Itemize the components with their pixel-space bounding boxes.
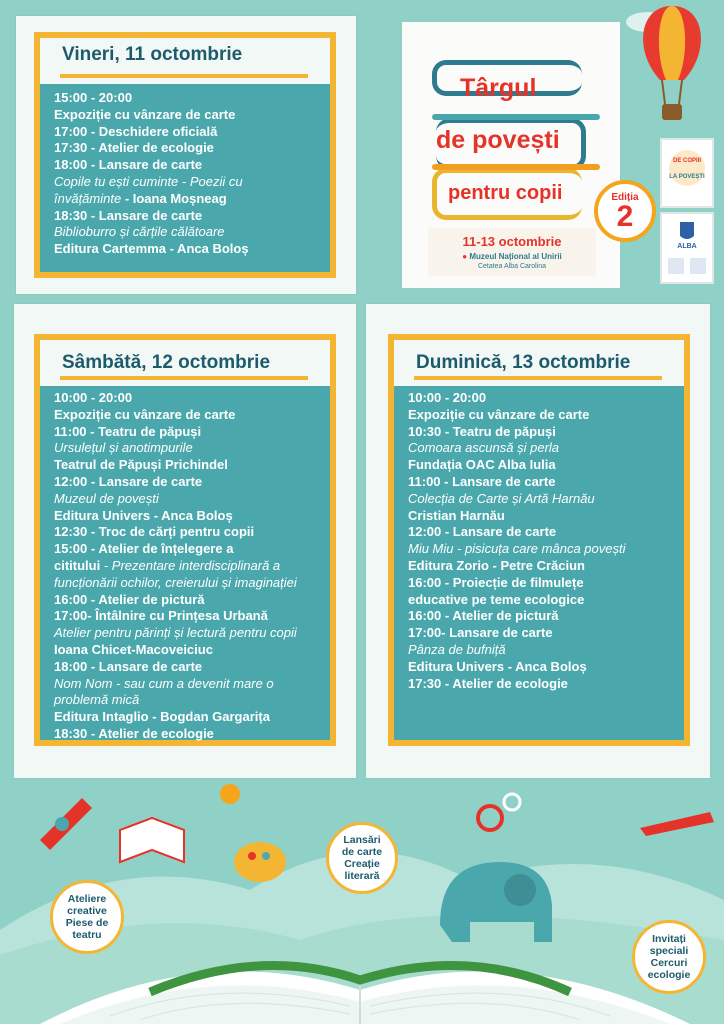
saturday-panel xyxy=(34,334,336,746)
friday-schedule xyxy=(54,90,322,258)
schedule-line: 12:00 - Lansare de carte xyxy=(408,524,557,540)
edition-number: 2 xyxy=(616,200,634,233)
schedule-line: 17:00 - Deschidere oficială xyxy=(54,123,218,139)
schedule-line: 17:30 - Atelier de ecologie xyxy=(54,140,214,156)
schedule-line: învățăminte - Ioana Moșneag xyxy=(54,190,227,206)
schedule-line: Editura Cartemma - Anca Boloș xyxy=(54,241,249,257)
schedule-line: 18:30 - Lansare de carte xyxy=(54,207,203,223)
sponsor-2-logo-icon xyxy=(662,214,712,282)
logo-stripe-orange xyxy=(432,164,600,170)
schedule-line: 11:00 - Teatru de păpuși xyxy=(54,423,202,439)
schedule-line: 15:00 - 20:00 xyxy=(54,90,133,105)
sponsor-logo-2 xyxy=(660,212,714,284)
schedule-line: 16:00 - Atelier de pictură xyxy=(408,608,559,624)
sunday-heading-box xyxy=(394,340,684,386)
sunday-panel xyxy=(388,334,690,746)
schedule-line: 18:00 - Lansare de carte xyxy=(54,658,203,674)
badge-workshops: Ateliere creative Piese de teatru xyxy=(50,880,124,954)
schedule-line: Ursulețul și anotimpurile xyxy=(54,440,193,456)
edition-badge xyxy=(594,180,656,242)
schedule-line: 17:00- Lansare de carte xyxy=(408,625,553,641)
schedule-line: Teatrul de Păpuși Prichindel xyxy=(54,457,228,473)
schedule-line: 17:30 - Atelier de ecologie xyxy=(408,675,568,691)
schedule-line: 16:00 - Atelier de pictură xyxy=(54,591,205,607)
friday-heading: Vineri, 11 octombrie xyxy=(62,44,243,65)
saturday-heading: Sâmbătă, 12 octombrie xyxy=(62,352,271,373)
schedule-line: problemă mică xyxy=(54,692,140,708)
heading-underline xyxy=(414,376,662,380)
logo-title-line1: Târgul xyxy=(460,74,537,102)
sponsor-logo-1 xyxy=(660,138,714,208)
logo-title-line2: de povești xyxy=(436,126,560,154)
saturday-schedule xyxy=(54,390,322,743)
schedule-line: cititului - Prezentare interdisciplinară a xyxy=(54,557,281,573)
schedule-line: Pânza de bufniță xyxy=(408,641,506,657)
schedule-line: 12:30 - Troc de cărți pentru copii xyxy=(54,524,255,540)
badge-special-guests: Invitați speciali Cercuri ecologie xyxy=(632,920,706,994)
sponsor-1-logo-icon xyxy=(662,140,712,206)
schedule-line: 18:30 - Atelier de ecologie xyxy=(54,725,214,741)
badge-book-launches: Lansări de carte Creație literară xyxy=(326,822,398,894)
schedule-line: Expoziție cu vânzare de carte xyxy=(408,406,590,422)
schedule-line: 11:00 - Lansare de carte xyxy=(408,473,556,489)
logo-venue: ● Muzeul Național al Unirii xyxy=(462,252,562,261)
schedule-line: Expoziție cu vânzare de carte xyxy=(54,406,236,422)
schedule-line: educative pe teme ecologice xyxy=(408,591,585,607)
schedule-line: 16:00 - Proiecție de filmulețe xyxy=(408,574,584,590)
logo-stripe-teal xyxy=(432,114,600,120)
edition-label: Ediția xyxy=(611,192,639,203)
saturday-heading-box xyxy=(40,340,330,386)
schedule-line: 12:00 - Lansare de carte xyxy=(54,473,203,489)
schedule-line: Miu Miu - pisicuța care mânca povești xyxy=(408,541,626,557)
schedule-line: 17:00- Întâlnire cu Prințesa Urbană xyxy=(54,608,268,624)
schedule-line: Editura Univers - Anca Boloș xyxy=(408,658,587,674)
schedule-line: Colecția de Carte și Artă Harnău xyxy=(408,490,595,506)
schedule-line: Expoziție cu vânzare de carte xyxy=(54,106,236,122)
schedule-line: 18:00 - Lansare de carte xyxy=(54,157,203,173)
sunday-heading: Duminică, 13 octombrie xyxy=(416,352,631,373)
logo-dates: 11-13 octombrie xyxy=(462,234,562,249)
schedule-line: Nom Nom - sau cum a devenit mare o xyxy=(54,675,274,691)
friday-heading-box xyxy=(40,38,330,84)
friday-panel xyxy=(34,32,336,278)
schedule-line: Editura Univers - Anca Boloș xyxy=(54,507,233,523)
schedule-line: funcționării ochilor, creierului și imaginației xyxy=(54,574,297,590)
sunday-schedule xyxy=(408,390,676,692)
svg-text:ALBA: ALBA xyxy=(677,243,697,250)
schedule-line: 10:00 - 20:00 xyxy=(54,390,133,405)
logo-dates-box xyxy=(428,228,596,276)
schedule-line: Editura Intaglio - Bogdan Gargarița xyxy=(54,709,270,725)
festival-logo xyxy=(402,22,620,288)
schedule-line: Biblioburro și cărțile călătoare xyxy=(54,224,225,240)
schedule-line: 10:00 - 20:00 xyxy=(408,390,487,405)
heading-underline xyxy=(60,74,308,78)
schedule-line: Fundația OAC Alba Iulia xyxy=(408,457,556,473)
schedule-line: Cristian Harnău xyxy=(408,507,505,523)
schedule-line: Editura Zorio - Petre Crăciun xyxy=(408,557,585,573)
schedule-line: 10:30 - Teatru de păpuși xyxy=(408,423,556,439)
schedule-line: Muzeul de povești xyxy=(54,490,159,506)
hot-air-balloon-icon xyxy=(620,0,724,140)
location-pin-icon: ● xyxy=(462,252,468,261)
heading-underline xyxy=(60,376,308,380)
logo-venue-sub: Cetatea Alba Carolina xyxy=(477,263,547,270)
schedule-line: 15:00 - Atelier de înțelegere a xyxy=(54,541,234,557)
schedule-line: Ioana Chicet-Macoveiciuc xyxy=(54,641,213,657)
schedule-line: Copile tu ești cuminte - Poezii cu xyxy=(54,173,243,189)
logo-title-line3: pentru copii xyxy=(448,182,563,204)
svg-text:LA POVEȘTI: LA POVEȘTI xyxy=(669,174,705,180)
svg-text:DE COPIII: DE COPIII xyxy=(672,158,702,164)
schedule-line: Comoara ascunsă și perla xyxy=(408,440,560,456)
schedule-line: Atelier pentru părinți și lectură pentru copii xyxy=(54,625,297,641)
